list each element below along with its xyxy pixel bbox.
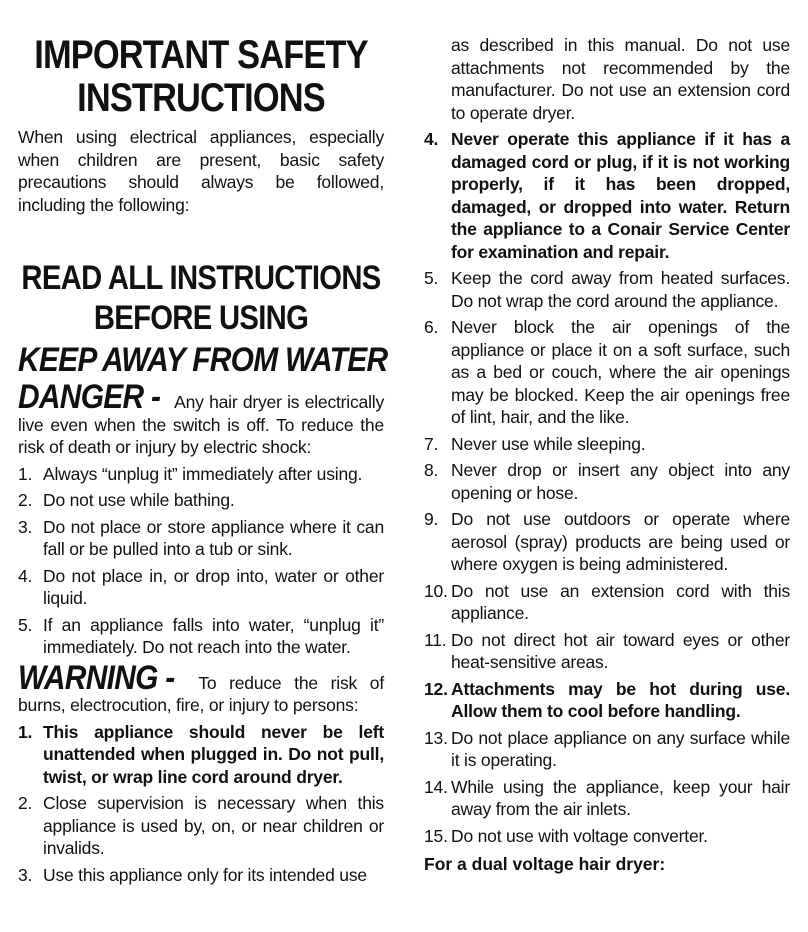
list-item bbox=[18, 864, 384, 887]
list-item bbox=[18, 463, 384, 486]
item-number: 4. bbox=[424, 129, 439, 149]
item-number: 3. bbox=[18, 516, 33, 537]
item-text: While using the appliance, keep your hair away from the air inlets. bbox=[451, 776, 790, 819]
title-line-1: IMPORTANT SAFETY bbox=[34, 33, 368, 77]
item-text: Do not direct hot air toward eyes or other heat-sensitive areas. bbox=[451, 629, 790, 672]
item-text: Never block the air openings of the appliance or place it on a soft surface, such as a bed or couch, where the air openings may be blocked. Keep the air openings free of lint, hair, and the like. bbox=[451, 317, 790, 427]
item-text: If an appliance falls into water, “unplug it” immediately. Do not reach into the water. bbox=[43, 614, 384, 657]
item-number: 5. bbox=[18, 614, 33, 635]
item-number: 1. bbox=[18, 463, 33, 484]
list-item bbox=[424, 629, 790, 674]
item-text: Attachments may be hot during use. Allow them to cool before handling. bbox=[451, 678, 790, 721]
item-text: Do not use outdoors or operate where aerosol (spray) products are being used or where oxygen is being administered. bbox=[451, 509, 790, 574]
list-item bbox=[424, 508, 790, 576]
list-item bbox=[424, 678, 790, 723]
danger-text: Any hair dryer is electrically live even when the switch is off. To reduce the risk of death or injury by electric shock: bbox=[18, 392, 384, 457]
item-number: 4. bbox=[18, 565, 33, 586]
item-number: 10. bbox=[424, 580, 448, 601]
intro-paragraph: When using electrical appliances, especially when children are present, basic safety precautions should always be followed, including the following: bbox=[18, 127, 384, 215]
item-text: Always “unplug it” immediately after using. bbox=[43, 463, 363, 484]
item-number: 3. bbox=[18, 864, 33, 885]
danger-paragraph bbox=[18, 378, 384, 459]
list-item bbox=[18, 516, 384, 561]
list-item bbox=[18, 614, 384, 659]
warning-label: WARNING - bbox=[18, 658, 175, 697]
left-column bbox=[18, 0, 388, 886]
item-text: Do not use with voltage converter. bbox=[451, 825, 708, 846]
item-text: Never use while sleeping. bbox=[451, 433, 646, 454]
read-heading-line-2: BEFORE USING bbox=[93, 299, 309, 337]
list-item bbox=[18, 489, 384, 512]
warning-list-continued bbox=[424, 128, 790, 847]
continued-paragraph: as described in this manual. Do not use attachments not recommended by the manufacturer. Do not use an extension cord to operate dryer. bbox=[451, 35, 790, 123]
warning-text: To reduce the risk of burns, electrocution, fire, or injury to persons: bbox=[18, 672, 384, 715]
list-item bbox=[424, 825, 790, 848]
item-number: 12. bbox=[424, 678, 448, 699]
list-item bbox=[424, 727, 790, 772]
dual-voltage-heading: For a dual voltage hair dryer: bbox=[424, 854, 666, 874]
item-text: This appliance should never be left unattended when plugged in. Do not pull, twist, or wrap line cord around dryer. bbox=[43, 721, 384, 787]
item-text: Do not use an extension cord with this appliance. bbox=[451, 580, 790, 623]
item-text: Close supervision is necessary when this appliance is used by, on, or near children or invalids. bbox=[43, 793, 384, 858]
list-item bbox=[424, 267, 790, 312]
read-heading-line-1: READ ALL INSTRUCTIONS bbox=[21, 259, 381, 297]
item-number: 2. bbox=[18, 793, 33, 813]
item-number: 1. bbox=[18, 721, 33, 742]
item-text: Use this appliance only for its intended use bbox=[43, 864, 367, 885]
warning-paragraph bbox=[18, 658, 384, 717]
list-item bbox=[424, 580, 790, 625]
item-number: 7. bbox=[424, 433, 439, 454]
list-item bbox=[424, 316, 790, 429]
read-instructions-heading bbox=[20, 258, 381, 338]
list-item bbox=[18, 565, 384, 610]
item-number: 9. bbox=[424, 509, 439, 529]
item-number: 6. bbox=[424, 317, 439, 337]
item-number: 5. bbox=[424, 268, 439, 288]
item-text: Do not place or store appliance where it can fall or be pulled into a tub or sink. bbox=[43, 516, 384, 559]
item-number: 14. bbox=[424, 776, 448, 797]
item-text: Never operate this appliance if it has a damaged cord or plug, if it is not working properly, if it has been dropped, damaged, or dropped into water. Return the appliance to a Conair Service Center for examination and repair. bbox=[451, 129, 790, 262]
item-text: Never drop or insert any object into any opening or hose. bbox=[451, 460, 790, 503]
list-item bbox=[424, 459, 790, 504]
list-item bbox=[18, 792, 384, 860]
item-text: Do not use while bathing. bbox=[43, 490, 235, 510]
item-text: Do not place in, or drop into, water or other liquid. bbox=[43, 565, 384, 608]
item-number: 8. bbox=[424, 460, 439, 480]
danger-list bbox=[18, 463, 384, 659]
item-number: 13. bbox=[424, 727, 448, 748]
list-item bbox=[424, 776, 790, 821]
item-number: 11. bbox=[424, 629, 447, 650]
page-title bbox=[20, 34, 381, 120]
list-item bbox=[424, 433, 790, 456]
item-number: 15. bbox=[424, 825, 448, 846]
warning-list bbox=[18, 721, 384, 887]
item-number: 2. bbox=[18, 490, 33, 510]
right-column bbox=[424, 0, 790, 876]
item-text: Do not place appliance on any surface while it is operating. bbox=[451, 727, 790, 770]
item-text: Keep the cord away from heated surfaces. Do not wrap the cord around the appliance. bbox=[451, 268, 790, 311]
title-line-2: INSTRUCTIONS bbox=[77, 76, 325, 120]
list-item bbox=[18, 721, 384, 789]
danger-label: DANGER - bbox=[18, 378, 161, 416]
list-item bbox=[424, 128, 790, 263]
keep-away-heading: KEEP AWAY FROM WATER bbox=[18, 341, 388, 379]
